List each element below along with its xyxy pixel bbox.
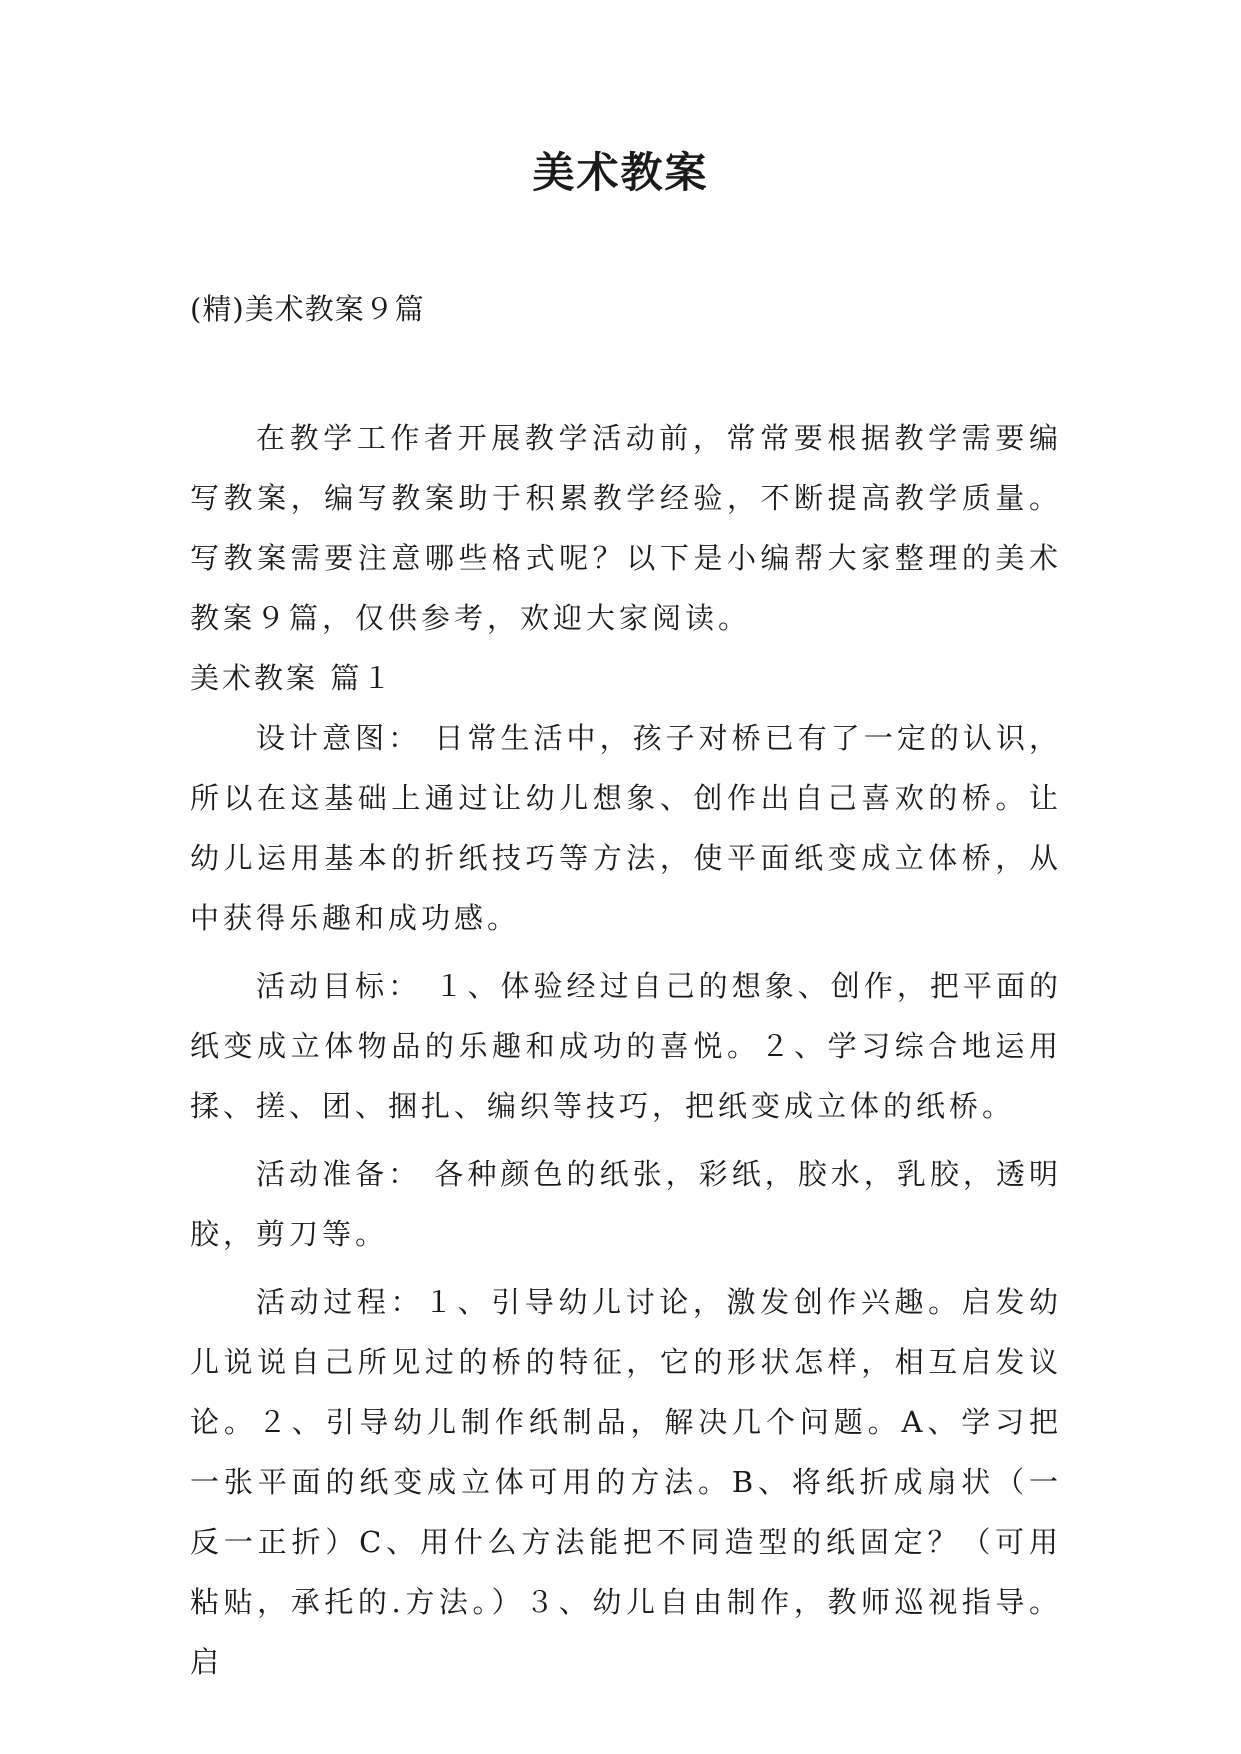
- document-subtitle: (精)美术教案９篇: [190, 292, 425, 326]
- document-body: [190, 408, 1062, 1692]
- intro-paragraph: 在教学工作者开展教学活动前，常常要根据教学需要编写教案，编写教案助于积累教学经验，不断提高教学质量。写教案需要注意哪些格式呢？以下是小编帮大家整理的美术教案９篇，仅供参考，欢迎大家阅读。: [190, 421, 1062, 635]
- activity-prep-paragraph: 活动准备： 各种颜色的纸张，彩纸，胶水，乳胶，透明胶，剪刀等。: [190, 1157, 1062, 1251]
- section-heading: 美术教案 篇１: [190, 661, 395, 695]
- activity-goals-paragraph: 活动目标： １、体验经过自己的想象、创作，把平面的纸变成立体物品的乐趣和成功的喜悦。２、学习综合地运用揉、搓、团、捆扎、编织等技巧，把纸变成立体的纸桥。: [190, 969, 1062, 1123]
- activity-process-paragraph: 活动过程：１、引导幼儿讨论，激发创作兴趣。启发幼儿说说自己所见过的桥的特征，它的形状怎样，相互启发议论。２、引导幼儿制作纸制品，解决几个问题。A、学习把一张平面的纸变成立体可用的方法。B、将纸折成扇状（一反一正折）C、用什么方法能把不同造型的纸固定？（可用粘贴，承托的.方法。）３、幼儿自由制作，教师巡视指导。启: [190, 1285, 1062, 1679]
- document-title: 美术教案: [532, 148, 709, 197]
- design-intent-paragraph: 设计意图： 日常生活中，孩子对桥已有了一定的认识，所以在这基础上通过让幼儿想象、创作出自己喜欢的桥。让幼儿运用基本的折纸技巧等方法，使平面纸变成立体桥，从中获得乐趣和成功感。: [190, 721, 1062, 935]
